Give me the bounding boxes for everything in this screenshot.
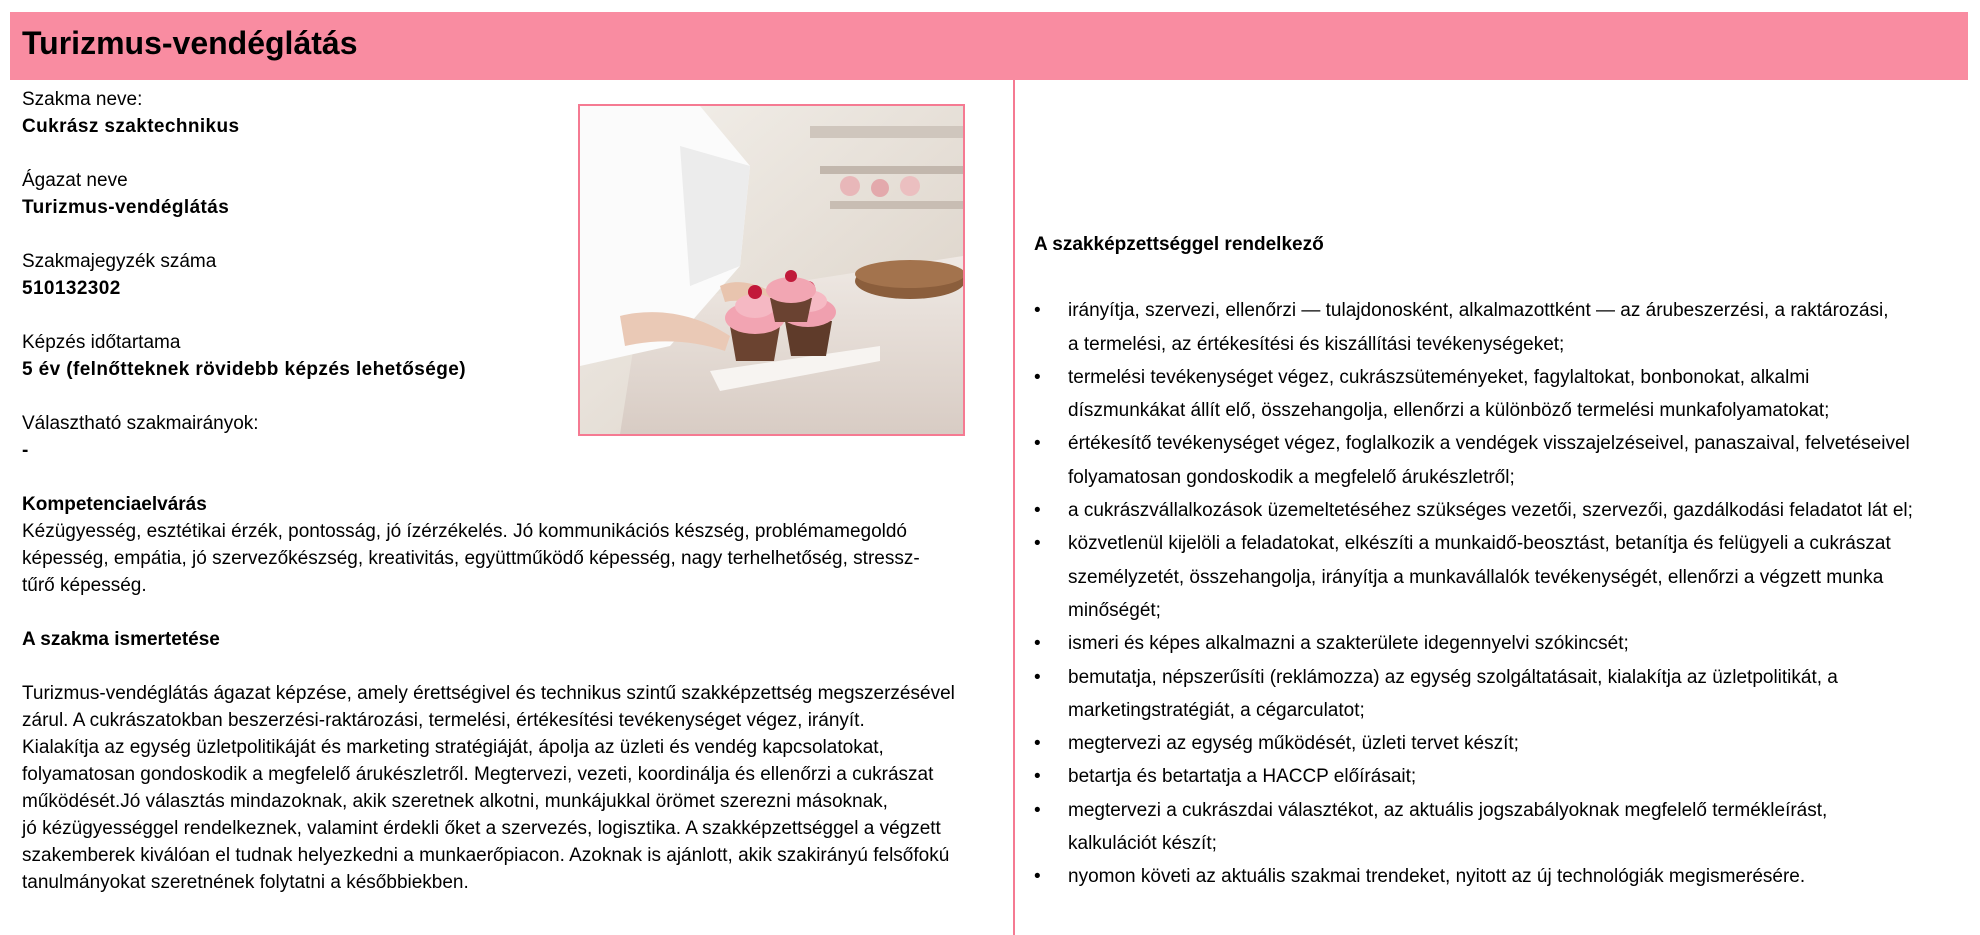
qualification-title: A szakképzettséggel rendelkező (1034, 234, 1324, 255)
list-item (1034, 294, 1974, 361)
list-item (1034, 627, 1974, 660)
list-item-line: a termelési, az értékesítési és kiszállítási tevékenységeket; (1068, 333, 1565, 355)
field-label: Képzés időtartama (22, 332, 181, 353)
list-item (1034, 727, 1974, 760)
description-title: A szakma ismertetése (22, 629, 220, 650)
bullet: • (1034, 500, 1041, 522)
list-item (1034, 427, 1974, 494)
bullet: • (1034, 533, 1041, 555)
text-line: képesség, empátia, jó szervezőkészség, kreativitás, együttműködő képesség, nagy terhelhetőség, stressz- (22, 548, 920, 569)
description-section (22, 626, 1012, 896)
list-item-line: bemutatja, népszerűsíti (reklámozza) az egység szolgáltatásait, kialakítja az üzletpolitikát, a (1068, 666, 1838, 688)
list-item-line: kalkulációt készít; (1068, 833, 1217, 855)
competence-section (22, 491, 1012, 599)
field-value: - (22, 440, 29, 461)
list-item-line: folyamatosan gondoskodik a megfelelő árukészletről; (1068, 466, 1515, 488)
bullet: • (1034, 300, 1041, 322)
bullet: • (1034, 633, 1041, 655)
competence-text (22, 518, 1012, 599)
list-item (1034, 494, 1974, 527)
bullet: • (1034, 366, 1041, 388)
field-label: Választható szakmairányok: (22, 413, 259, 434)
list-item-line: közvetlenül kijelöli a feladatokat, elkészíti a munkaidő-beosztást, betanítja és felügyeli a cukrászat (1068, 533, 1891, 555)
list-item-line: a cukrászvállalkozások üzemeltetéséhez szükséges vezetői, szervezői, gazdálkodási feladatot lát el; (1068, 500, 1913, 522)
description-text (22, 680, 1012, 896)
list-item-line: minőségét; (1068, 599, 1161, 621)
list-item-line: nyomon követi az aktuális szakmai trendeket, nyitott az új technológiák megismerésére. (1068, 866, 1806, 888)
bullet: • (1034, 433, 1041, 455)
list-item-line: megtervezi az egység működését, üzleti tervet készít; (1068, 733, 1519, 755)
field-value: 510132302 (22, 278, 121, 299)
list-item-line: betartja és betartatja a HACCP előírásait; (1068, 766, 1417, 788)
right-column (1034, 228, 1974, 894)
bullet: • (1034, 733, 1041, 755)
qualification-list (1034, 294, 1974, 893)
list-item-line: értékesítő tevékenységet végez, foglalkozik a vendégek visszajelzéseivel, panaszaival, felvetéseivel (1068, 433, 1910, 455)
cupcake-illustration (580, 106, 963, 434)
list-item-line: megtervezi a cukrászdai választékot, az aktuális jogszabályoknak megfelelő termékleírást, (1068, 799, 1828, 821)
text-line: tanulmányokat szeretnének folytatni a későbbiekben. (22, 872, 469, 893)
field-value: 5 év (felnőtteknek rövidebb képzés lehetősége) (22, 359, 466, 380)
field-label: Ágazat neve (22, 170, 128, 191)
text-line: szakemberek kiválóan el tudnak helyezkedni a munkaerőpiacon. Azoknak is ajánlott, akik szakirányú felsőfokú (22, 845, 950, 866)
list-item (1034, 794, 1974, 861)
field-label: Szakma neve: (22, 89, 143, 110)
text-line: tűrő képesség. (22, 575, 147, 596)
competence-title: Kompetenciaelvárás (22, 494, 207, 515)
text-line: Turizmus-vendéglátás ágazat képzése, amely érettségivel és technikus szintű szakképzettség megszerzésével (22, 683, 955, 704)
list-item-line: személyzetét, összehangolja, irányítja a munkavállalók tevékenységét, ellenőrzi a végzett munka (1068, 566, 1884, 588)
field-value: Cukrász szaktechnikus (22, 116, 240, 137)
column-divider (1013, 80, 1015, 935)
page-header (10, 12, 1968, 80)
list-item (1034, 760, 1974, 793)
page-title: Turizmus-vendéglátás (22, 25, 358, 61)
text-line: működését.Jó választás mindazoknak, akik szeretnek alkotni, munkájukkal örömet szerezni másoknak, (22, 791, 888, 812)
bullet: • (1034, 766, 1041, 788)
list-item (1034, 661, 1974, 728)
bullet: • (1034, 866, 1041, 888)
pastry-chef-photo (578, 104, 965, 436)
text-line: Kialakítja az egység üzletpolitikáját és marketing stratégiáját, ápolja az üzleti és vendég kapcsolatokat, (22, 737, 884, 758)
list-item-line: díszmunkákat állít elő, összehangolja, ellenőrzi a különböző termelési munkafolyamatokat; (1068, 400, 1830, 422)
list-item (1034, 527, 1974, 627)
text-line: jó kézügyességgel rendelkeznek, valamint érdekli őket a szervezés, logisztika. A szakképzettséggel a végzett (22, 818, 941, 839)
list-item-line: marketingstratégiát, a cégarculatot; (1068, 699, 1365, 721)
field-label: Szakmajegyzék száma (22, 251, 217, 272)
bullet: • (1034, 799, 1041, 821)
list-item (1034, 361, 1974, 428)
bullet: • (1034, 666, 1041, 688)
text-line: Kézügyesség, esztétikai érzék, pontosság, jó ízérzékelés. Jó kommunikációs készség, problémamegoldó (22, 521, 907, 542)
text-line: zárul. A cukrászatokban beszerzési-raktározási, termelési, értékesítési tevékenységet végez, irányít. (22, 710, 865, 731)
text-line: folyamatosan gondoskodik a megfelelő árukészletről. Megtervezi, vezeti, koordinálja és ellenőrzi a cukrászat (22, 764, 934, 785)
list-item (1034, 860, 1974, 893)
list-item-line: termelési tevékenységet végez, cukrászsüteményeket, fagylaltokat, bonbonokat, alkalmi (1068, 366, 1810, 388)
list-item-line: ismeri és képes alkalmazni a szakterülete idegennyelvi szókincsét; (1068, 633, 1629, 655)
list-item-line: irányítja, szervezi, ellenőrzi — tulajdonosként, alkalmazottként — az árubeszerzési, a raktározási, (1068, 300, 1889, 322)
field-value: Turizmus-vendéglátás (22, 197, 230, 218)
